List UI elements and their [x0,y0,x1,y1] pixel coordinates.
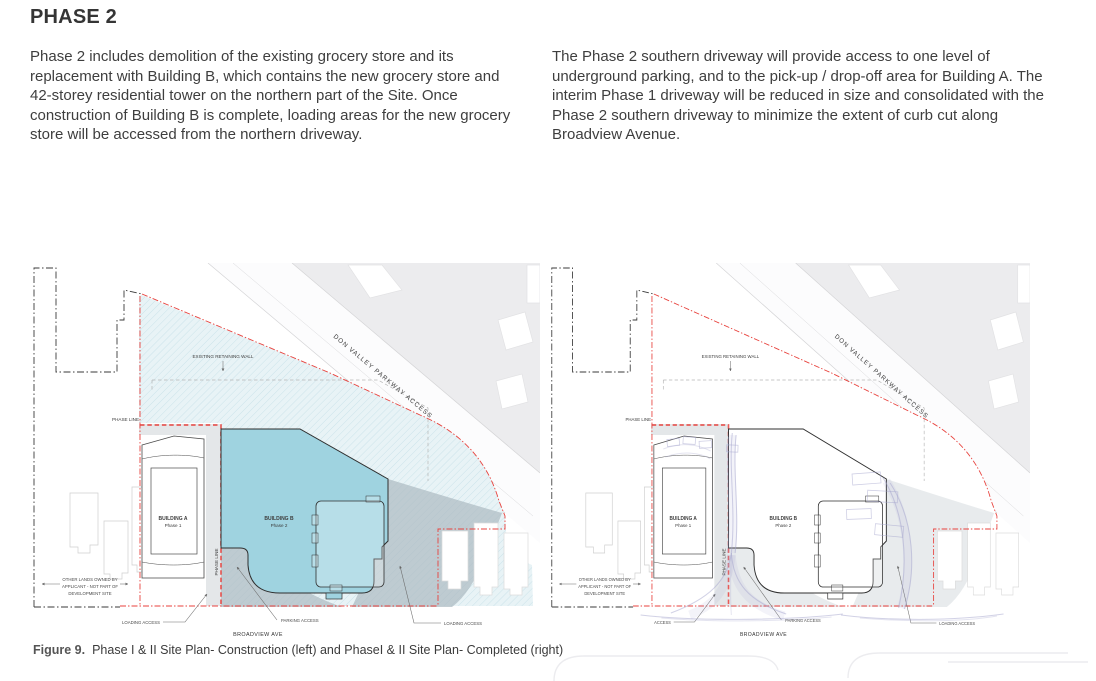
building-a-label: BUILDING A [669,516,697,523]
building-b-label: BUILDING B [264,516,294,522]
phase-line-label-side: PHASE LINE [214,548,219,576]
site-plan-geometry [34,263,540,623]
other-lands-label-3: DEVELOPMENT SITE [68,591,112,596]
building-a-phase-label: Phase 1 [675,522,692,529]
building-b-phase-label: Phase 2 [775,522,792,529]
intro-paragraph-right: The Phase 2 southern driveway will provide access to one level of underground parking, and to the pick-up / drop-off area for Building A. The interim Phase 1 driveway will be reduced in size and consolidated with the Phase 2 southern driveway to minimize the extent of curb cut along Broadview Avenue. [552,48,1044,143]
other-lands-label-2: APPLICANT - NOT PART OF [578,583,632,590]
loading-access-west-label: LOADING ACCESS [122,620,160,625]
parking-access-label: PARKING ACCESS [281,618,319,623]
figure-caption-text: Phase I & II Site Plan- Construction (left) and PhaseI & II Site Plan- Completed (right) [92,643,564,657]
loading-access-east-label: LOADING ACCESS [444,621,482,626]
access-west-label: ACCESS [654,619,671,626]
south-context [548,648,1096,681]
dvp-access-label: DON VALLEY PARKWAY ACCESS [833,333,930,421]
other-lands-label-3: DEVELOPMENT SITE [584,590,626,597]
parking-access-label: PARKING ACCESS [785,617,821,624]
building-b-label: BUILDING B [769,516,798,523]
building-a-phase-label: Phase 1 [164,523,182,528]
other-lands-label-1: OTHER LANDS OWNED BY [578,576,631,583]
figure-label: Figure 9. [33,643,86,657]
broadview-ave-label: BROADVIEW AVE [739,631,788,639]
site-plan-completed [548,263,1030,641]
phase-line-label-top: PHASE LINE [625,416,652,423]
page-title: PHASE 2 [30,6,117,28]
dvp-access-label: DON VALLEY PARKWAY ACCESS [331,333,434,421]
other-lands-label-2: APPLICANT - NOT PART OF [62,584,118,589]
phase-line-label-top: PHASE LINE [112,417,140,422]
loading-access-east-label: LOADING ACCESS [939,620,976,627]
figure-caption [33,643,563,657]
broadview-ave-label: BROADVIEW AVE [233,632,283,638]
building-a-label: BUILDING A [158,516,188,522]
phase-line-label-side: PHASE LINE [721,548,727,576]
building-b-phase-label: Phase 2 [270,523,288,528]
intro-paragraph-left: Phase 2 includes demolition of the existing grocery store and its replacement with Building B, which contains the new grocery store and 42-storey residential tower on the northern part of the Site. Once construction of Building B is complete, loading areas for the new grocery store will be accessed from the northern driveway. [30,48,511,143]
retaining-wall-label: EXISTING RETAINING WALL [701,353,760,360]
other-lands-label-1: OTHER LANDS OWNED BY [62,577,118,582]
retaining-wall-label: EXISTING RETAINING WALL [192,354,254,359]
site-plan-construction [30,263,540,641]
